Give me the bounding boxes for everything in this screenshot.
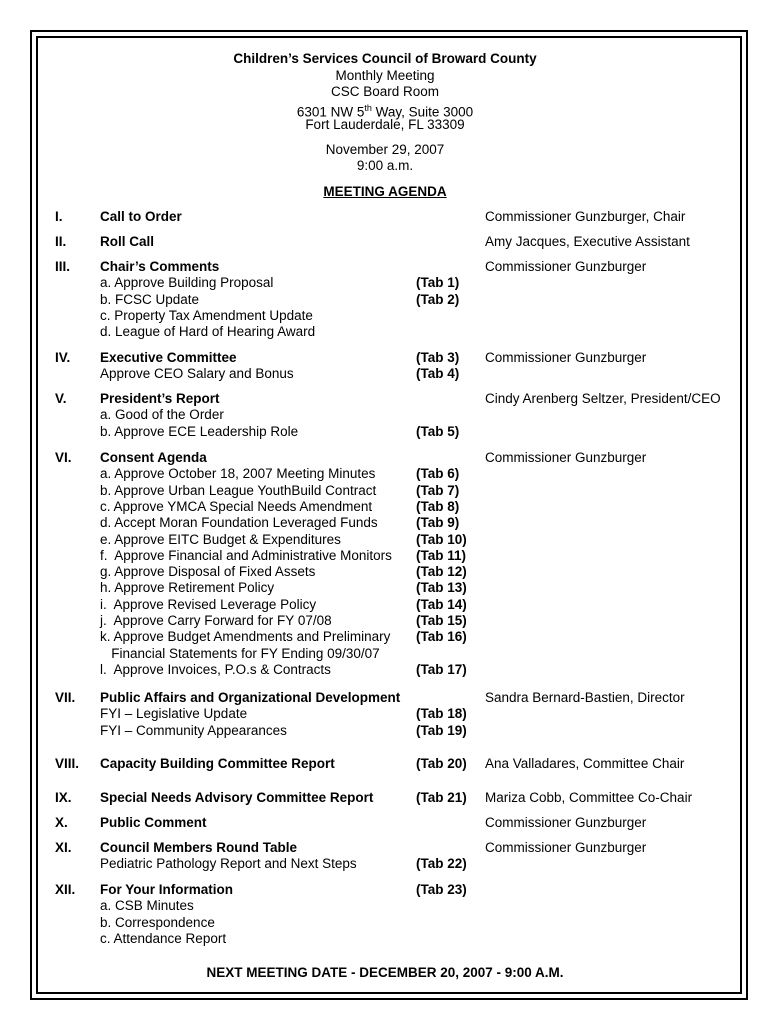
agenda-subitem-tab: (Tab 22) xyxy=(416,856,467,872)
agenda-item-number: IX. xyxy=(55,790,72,805)
agenda-subitem-text: b. Approve Urban League YouthBuild Contract xyxy=(100,482,377,498)
agenda-item-presenter: Sandra Bernard-Bastien, Director xyxy=(485,690,685,705)
agenda-title: MEETING AGENDA xyxy=(323,184,447,199)
agenda-subitem-text: Pediatric Pathology Report and Next Steps xyxy=(100,856,357,872)
agenda-subitem-tab: (Tab 19) xyxy=(416,722,467,738)
agenda-item-title: Special Needs Advisory Committee Report xyxy=(100,790,374,805)
agenda-item-number: V. xyxy=(55,391,67,406)
agenda-subitem-text: l. Approve Invoices, P.O.s & Contracts xyxy=(100,661,331,677)
agenda-subitem-tab: (Tab 15) xyxy=(416,613,467,628)
agenda-subitem-tab: (Tab 4) xyxy=(416,366,460,382)
agenda-subitem-tab: (Tab 2) xyxy=(416,291,460,307)
agenda-item-presenter: Ana Valladares, Committee Chair xyxy=(485,756,685,771)
header-room: CSC Board Room xyxy=(330,84,440,99)
agenda-item-number: III. xyxy=(55,259,71,274)
header-time: 9:00 a.m. xyxy=(356,158,414,173)
agenda-item-title: Consent Agenda xyxy=(100,450,207,465)
agenda-item-tab: (Tab 23) xyxy=(416,882,467,897)
header-city: Fort Lauderdale, FL 33309 xyxy=(305,117,465,132)
agenda-subitem-text: d. Accept Moran Foundation Leveraged Funds xyxy=(100,515,378,531)
agenda-subitem-text: a. CSB Minutes xyxy=(100,898,194,914)
agenda-item-title: For Your Information xyxy=(100,882,233,897)
agenda-item-presenter: Commissioner Gunzburger, Chair xyxy=(485,209,686,224)
agenda-subitem-text: a. Approve October 18, 2007 Meeting Minutes xyxy=(100,466,376,482)
header-org: Children’s Services Council of Broward County xyxy=(233,51,537,66)
agenda-item-title: Capacity Building Committee Report xyxy=(100,756,335,771)
agenda-subitem-tab: (Tab 12) xyxy=(416,564,467,580)
agenda-subitem-tab: (Tab 10) xyxy=(416,531,467,547)
agenda-subitem-tab: (Tab 11) xyxy=(416,547,467,563)
next-meeting-date: NEXT MEETING DATE - DECEMBER 20, 2007 - 9:00 A.M. xyxy=(206,965,564,980)
agenda-subitem-text: e. Approve EITC Budget & Expenditures xyxy=(100,531,341,547)
agenda-subitem-text: a. Good of the Order xyxy=(100,407,224,423)
agenda-item-presenter: Commissioner Gunzburger xyxy=(485,840,647,855)
agenda-subitem-tab: (Tab 6) xyxy=(416,466,460,482)
agenda-subitem-tab: (Tab 1) xyxy=(416,275,460,291)
agenda-item-number: II. xyxy=(55,234,67,249)
header-meeting: Monthly Meeting xyxy=(335,67,435,83)
agenda-item-title: Call to Order xyxy=(100,209,182,224)
agenda-item-tab: (Tab 21) xyxy=(416,790,467,805)
header-date: November 29, 2007 xyxy=(325,142,445,157)
agenda-subitem-text: a. Approve Building Proposal xyxy=(100,275,274,291)
agenda-subitem-tab: (Tab 9) xyxy=(416,515,460,531)
agenda-item-number: VI. xyxy=(55,450,72,465)
agenda-subitem-text: h. Approve Retirement Policy xyxy=(100,580,275,596)
agenda-subitem-text: c. Attendance Report xyxy=(100,930,227,946)
agenda-item-tab: (Tab 3) xyxy=(416,350,460,365)
agenda-subitem-text: f. Approve Financial and Administrative Monitors xyxy=(100,547,392,563)
agenda-item-number: VII. xyxy=(55,690,76,705)
agenda-subitem-text: Approve CEO Salary and Bonus xyxy=(100,366,294,382)
agenda-subitem-tab: (Tab 5) xyxy=(416,423,460,439)
agenda-subitem-tab: (Tab 17) xyxy=(416,661,467,677)
agenda-item-title: Public Comment xyxy=(100,815,207,830)
agenda-subitem-text: FYI – Community Appearances xyxy=(100,722,287,738)
agenda-subitem-tab: (Tab 14) xyxy=(416,596,467,612)
agenda-item-number: IV. xyxy=(55,350,71,365)
agenda-item-number: XI. xyxy=(55,840,72,855)
agenda-item-number: VIII. xyxy=(55,756,80,771)
agenda-subitem-tab: (Tab 13) xyxy=(416,580,467,596)
agenda-subitem-text: k. Approve Budget Amendments and Preliminary xyxy=(100,629,391,645)
agenda-subitem-tab: (Tab 16) xyxy=(416,629,467,645)
agenda-item-presenter: Mariza Cobb, Committee Co-Chair xyxy=(485,790,693,805)
agenda-subitem-text: FYI – Legislative Update xyxy=(100,706,248,722)
agenda-item-title: Public Affairs and Organizational Development xyxy=(100,690,401,705)
agenda-item-tab: (Tab 20) xyxy=(416,756,467,771)
agenda-subitem-text: i. Approve Revised Leverage Policy xyxy=(100,596,317,612)
agenda-subitem-text: c. Property Tax Amendment Update xyxy=(100,307,313,323)
agenda-item-title: President’s Report xyxy=(100,391,220,406)
agenda-subitem-text: j. Approve Carry Forward for FY 07/08 xyxy=(100,613,332,628)
agenda-subitem-text: b. FCSC Update xyxy=(100,291,200,307)
agenda-item-presenter: Amy Jacques, Executive Assistant xyxy=(485,234,690,249)
agenda-subitem-text: b. Correspondence xyxy=(100,914,215,930)
agenda-item-number: I. xyxy=(55,209,63,224)
agenda-subitem-text: Financial Statements for FY Ending 09/30/07 xyxy=(100,645,380,661)
agenda-subitem-tab: (Tab 8) xyxy=(416,498,460,514)
agenda-subitem-text: d. League of Hard of Hearing Award xyxy=(100,324,316,340)
agenda-subitem-text: b. Approve ECE Leadership Role xyxy=(100,423,299,439)
agenda-item-title: Executive Committee xyxy=(100,350,237,365)
agenda-subitem-tab: (Tab 18) xyxy=(416,706,467,722)
agenda-subitem-text: c. Approve YMCA Special Needs Amendment xyxy=(100,498,373,514)
agenda-item-presenter: Commissioner Gunzburger xyxy=(485,259,647,274)
agenda-item-presenter: Commissioner Gunzburger xyxy=(485,450,647,465)
header-address: 6301 NW 5th Way, Suite 3000 xyxy=(296,103,474,120)
agenda-item-title: Chair’s Comments xyxy=(100,259,220,274)
agenda-item-title: Council Members Round Table xyxy=(100,840,298,855)
agenda-subitem-text: g. Approve Disposal of Fixed Assets xyxy=(100,564,316,580)
agenda-item-number: X. xyxy=(55,815,68,830)
agenda-item-presenter: Commissioner Gunzburger xyxy=(485,350,647,365)
agenda-item-presenter: Commissioner Gunzburger xyxy=(485,815,647,830)
agenda-subitem-tab: (Tab 7) xyxy=(416,482,460,498)
agenda-item-number: XII. xyxy=(55,882,76,897)
agenda-item-title: Roll Call xyxy=(100,234,155,249)
agenda-item-presenter: Cindy Arenberg Seltzer, President/CEO xyxy=(485,391,721,406)
